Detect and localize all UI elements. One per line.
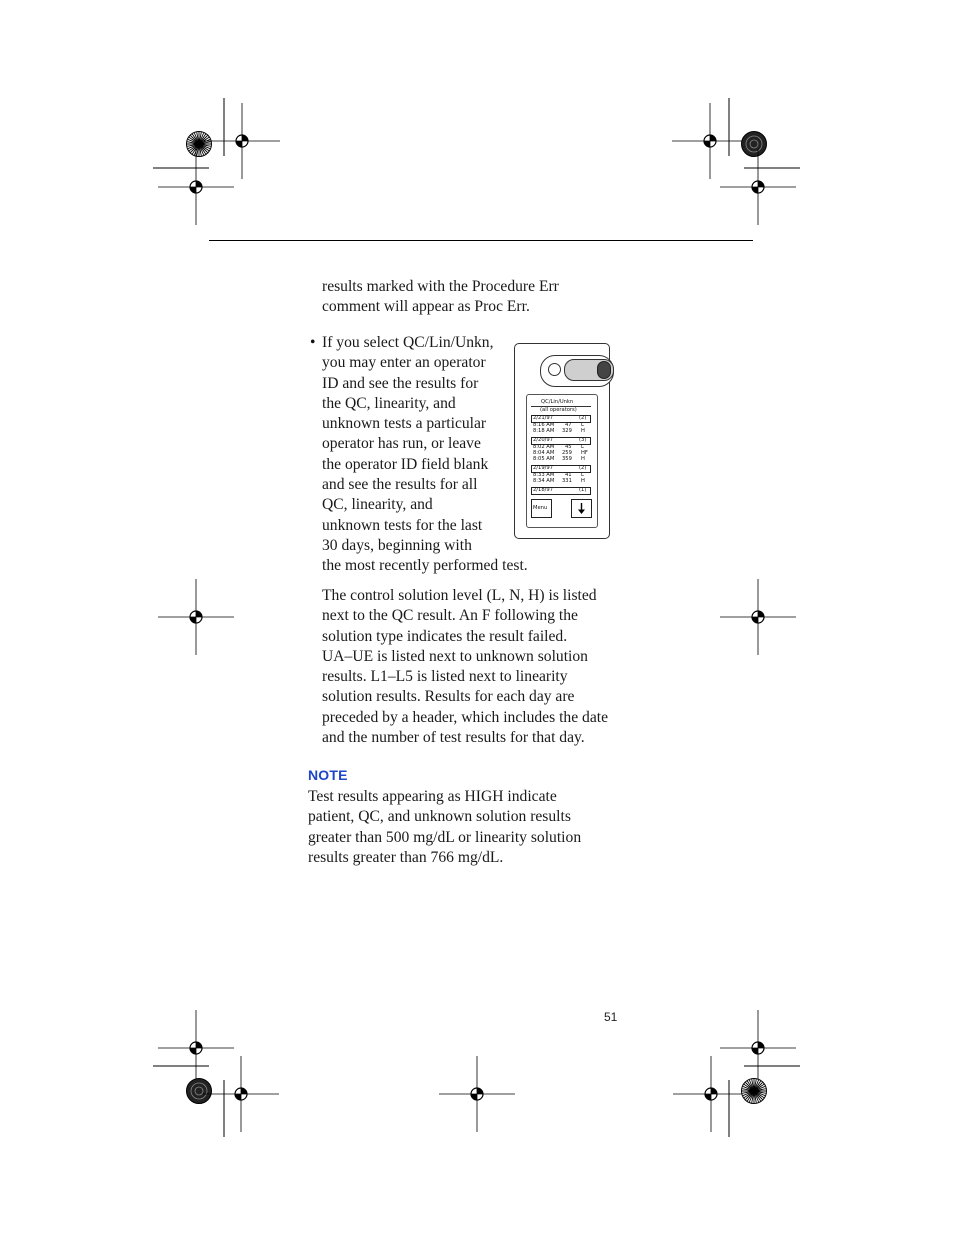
result-row-time: 8:34 AM — [533, 478, 555, 484]
scroll-down-button[interactable] — [571, 499, 592, 518]
day-header-count: (1) — [579, 487, 587, 493]
result-row-level: H — [581, 456, 585, 462]
meter-slider-knob-icon — [597, 361, 611, 379]
meter-screen — [526, 394, 598, 528]
meter-power-button-icon — [548, 363, 561, 376]
page-number: 51 — [604, 1010, 618, 1024]
result-row-level: H — [581, 478, 585, 484]
bullet-marker: • — [310, 334, 316, 351]
screen-title: QC/Lin/Unkn — [541, 399, 574, 405]
meter-device-illustration — [514, 343, 610, 539]
result-row-value: 331 — [562, 478, 572, 484]
result-row-level: L — [581, 444, 584, 450]
day-header-count: (2) — [579, 465, 587, 471]
result-row-value: 41 — [565, 472, 572, 478]
result-row-time: 8:04 AM — [533, 450, 555, 456]
result-row-time: 8:33 AM — [533, 472, 555, 478]
control-level-paragraph: The control solution level (L, N, H) is listed next to the QC result. An F following the solution type indicates the result failed. UA–UE is listed next to unknown solution results. L1–L5 is listed next to linearity solution results. Results for each day are preceded by a header, which includes the date and the number of test results for that day. — [322, 587, 608, 747]
result-row-value: 45 — [565, 444, 572, 450]
result-row-value: 359 — [562, 456, 572, 462]
intro-paragraph: results marked with the Procedure Err comment will appear as Proc Err. — [322, 278, 559, 316]
result-row-level: L — [581, 472, 584, 478]
result-row-time: 8:02 AM — [533, 444, 555, 450]
note-heading: NOTE — [308, 767, 348, 783]
note-paragraph: Test results appearing as HIGH indicate patient, QC, and unknown solution results greater than 500 mg/dL or linearity solution results greater than 766 mg/dL. — [308, 788, 582, 866]
result-row-value: 329 — [562, 428, 572, 434]
result-row-level: HF — [581, 450, 588, 456]
menu-button[interactable] — [531, 499, 552, 518]
day-header-date: 2/20/97 — [533, 437, 553, 443]
menu-button-label: Menu — [533, 505, 548, 511]
day-header-count: (3) — [579, 437, 587, 443]
day-header-date: 2/21/97 — [533, 415, 553, 421]
screen-subtitle: (all operators) — [540, 407, 577, 413]
result-row-time: 8:05 AM — [533, 456, 555, 462]
result-row-time: 8:16 AM — [533, 422, 555, 428]
result-row-value: 259 — [562, 450, 572, 456]
down-arrow-icon — [572, 500, 591, 517]
result-row-time: 8:18 AM — [533, 428, 555, 434]
day-header-date: 2/19/97 — [533, 465, 553, 471]
result-row-value: 47 — [565, 422, 572, 428]
day-header-date: 2/18/97 — [533, 487, 553, 493]
result-row-level: H — [581, 428, 585, 434]
result-row-level: L — [581, 422, 584, 428]
bullet-paragraph: If you select QC/Lin/Unkn, you may enter an operator ID and see the results for the QC, linearity, and unknown tests a particular operator has run, or leave the operator ID field blank and see the results for all QC, linearity, and unknown tests for the last 30 days, beginning with the most recently performed test. — [322, 334, 528, 575]
day-header-count: (2) — [579, 415, 587, 421]
